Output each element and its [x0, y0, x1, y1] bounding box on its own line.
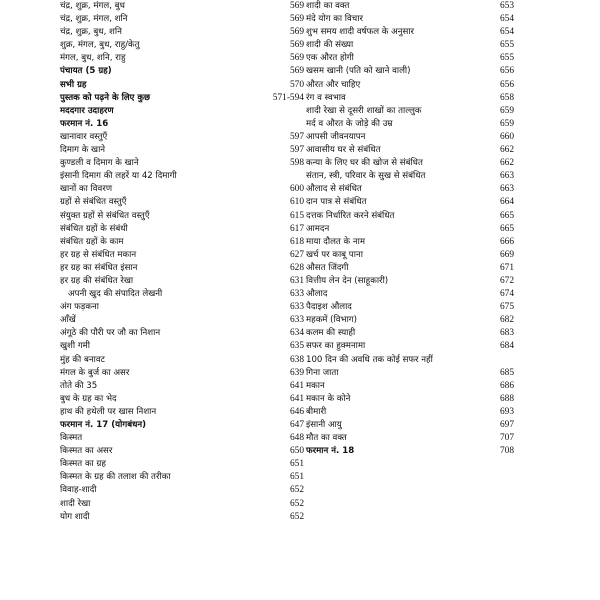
index-entry	[60, 183, 304, 196]
index-entry	[60, 367, 304, 380]
entry-title: आपसी जीवनयापन	[306, 131, 366, 142]
entry-title: आँखें	[60, 315, 76, 326]
entry-title: बुध के ग्रह का भेद	[60, 393, 117, 404]
index-entry	[60, 484, 304, 497]
entry-title: कलम की स्याही	[306, 328, 356, 339]
index-entry	[306, 249, 514, 262]
entry-title: दान पात्र से संबंधित	[306, 197, 367, 208]
entry-page-number: 655	[499, 53, 514, 64]
index-entry	[60, 210, 304, 223]
index-entry	[60, 471, 304, 484]
entry-title: मंगल के बुर्ज का असर	[60, 367, 130, 378]
entry-page-number: 600	[289, 184, 304, 195]
entry-page-number: 656	[499, 66, 514, 77]
entry-page-number: 658	[499, 92, 514, 103]
entry-title: किस्मत का ग्रह	[60, 459, 106, 470]
entry-page-number: 662	[499, 158, 514, 169]
entry-page-number: 656	[499, 79, 514, 90]
entry-title: मौत का वक्त	[306, 433, 347, 444]
index-column-right	[306, 0, 514, 458]
entry-page-number: 633	[289, 302, 304, 313]
entry-page-number: 697	[499, 420, 514, 430]
entry-title: फरमान नं. 18	[306, 446, 355, 457]
index-entry	[306, 105, 514, 118]
index-entry	[306, 419, 514, 432]
entry-page-number: 633	[289, 289, 304, 300]
entry-page-number: 618	[289, 236, 304, 247]
entry-title: अंगूठे की पौरी पर जौ का निशान	[60, 328, 161, 339]
entry-page-number: 664	[499, 197, 514, 208]
entry-page-number: 707	[499, 433, 514, 444]
entry-title: अपनी खुद की संपादित लेखनी	[68, 289, 163, 300]
index-entry	[60, 170, 304, 183]
index-entry	[60, 380, 304, 393]
index-entry	[60, 79, 304, 92]
entry-page-number: 652	[289, 485, 304, 496]
entry-page-number: 683	[499, 328, 514, 339]
entry-page-number: 672	[499, 275, 514, 286]
index-entry	[306, 0, 514, 13]
entry-page-number: 652	[289, 498, 304, 509]
index-entry	[306, 157, 514, 170]
entry-title: इंसानी आयु	[306, 420, 342, 430]
entry-page-number: 663	[499, 184, 514, 195]
entry-page-number: 638	[289, 354, 304, 365]
index-entry	[60, 288, 304, 301]
entry-page-number: 610	[289, 197, 304, 208]
entry-title: शादी की संख्या	[306, 40, 354, 51]
entry-page-number: 571-594	[272, 92, 304, 103]
entry-page-number: 675	[499, 302, 514, 313]
entry-title: शादी रेखा	[60, 498, 91, 509]
entry-page-number: 665	[499, 223, 514, 234]
entry-page-number: 634	[289, 328, 304, 339]
index-entry	[60, 498, 304, 511]
entry-page-number: 647	[289, 420, 304, 430]
index-entry	[60, 118, 304, 131]
entry-title: महकमें (विभाग)	[306, 315, 357, 326]
entry-title: औलाद से संबंधित	[306, 184, 362, 195]
index-entry	[60, 432, 304, 445]
entry-page-number: 627	[289, 249, 304, 260]
entry-page-number: 655	[499, 40, 514, 51]
entry-title: चंद्र, शुक्र, मंगल, शनि	[60, 14, 128, 25]
entry-title: फरमान नं. 17 (योगबंधन)	[60, 420, 147, 430]
entry-title: किस्मत	[60, 433, 83, 444]
index-entry	[306, 65, 514, 78]
entry-title: तोते की 35	[60, 380, 98, 391]
entry-title: खर्च पर काबू पाना	[306, 249, 363, 260]
entry-title: शादी रेखा से दूसरी शाखों का ताल्लुक	[306, 105, 422, 116]
entry-title: रंग व स्वभाव	[306, 92, 346, 103]
entry-title: सफर का हुक्मनामा	[306, 341, 366, 352]
entry-title: 100 दिन की अवधि तक कोई सफर नहीं	[306, 354, 433, 365]
index-entry	[306, 52, 514, 65]
entry-title: औलाद	[306, 289, 328, 300]
entry-page-number: 708	[499, 446, 514, 457]
entry-title: आवासीय घर से संबंधित	[306, 145, 381, 156]
index-entry	[60, 262, 304, 275]
index-entry	[306, 406, 514, 419]
index-entry	[306, 301, 514, 314]
entry-title: विवाह-शादी	[60, 485, 97, 496]
entry-title: वित्तीय लेन देन (साहूकारी)	[306, 275, 389, 286]
entry-title: मर्द व औरत के जोड़े की उम्र	[306, 118, 393, 129]
entry-title: संतान, स्त्री, परिवार के सुख से संबंधित	[306, 171, 426, 182]
entry-title: मकान	[306, 380, 325, 391]
entry-title: माया दौलत के नाम	[306, 236, 366, 247]
index-entry	[60, 236, 304, 249]
index-column-left	[60, 0, 304, 524]
entry-title: खसम खानी (पति को खाने वाली)	[306, 66, 411, 77]
index-entry	[306, 210, 514, 223]
index-entry	[60, 144, 304, 157]
entry-title: औरत और चाहिए	[306, 79, 361, 90]
entry-page-number: 633	[289, 315, 304, 326]
index-entry	[60, 314, 304, 327]
index-entry	[306, 131, 514, 144]
entry-title: चंद्र, शुक्र, मंगल, बुध	[60, 1, 125, 11]
entry-title: पंचायत (5 ग्रह)	[60, 66, 112, 77]
entry-page-number: 569	[289, 14, 304, 25]
entry-page-number: 674	[499, 289, 514, 300]
index-entry	[60, 511, 304, 524]
entry-title: मुंह की बनावट	[60, 354, 106, 365]
entry-page-number: 653	[499, 1, 514, 11]
entry-page-number: 635	[289, 341, 304, 352]
entry-title: संबंधित ग्रहों के संबंधी	[60, 223, 128, 234]
entry-page-number: 631	[289, 275, 304, 286]
entry-title: खानावार वस्तुएँ	[60, 131, 108, 142]
entry-page-number: 650	[289, 446, 304, 457]
index-entry	[60, 52, 304, 65]
entry-page-number: 684	[499, 341, 514, 352]
index-entry	[60, 223, 304, 236]
index-entry	[60, 275, 304, 288]
entry-page-number: 652	[289, 511, 304, 522]
index-entry	[306, 13, 514, 26]
entry-title: सभी ग्रह	[60, 79, 87, 90]
index-entry	[60, 92, 304, 105]
entry-page-number: 693	[499, 406, 514, 417]
entry-title: फरमान नं. 16	[60, 118, 109, 129]
entry-title: चंद्र, शुक्र, बुध, शनि	[60, 27, 122, 38]
entry-title: खुशी गमी	[60, 341, 91, 352]
entry-page-number: 617	[289, 223, 304, 234]
entry-title: बीमारी	[306, 406, 327, 417]
index-entry	[306, 183, 514, 196]
entry-title: अंग फड़कना	[60, 302, 99, 313]
entry-title: मददगार उदाहरण	[60, 105, 114, 116]
index-entry	[60, 39, 304, 52]
entry-page-number: 669	[499, 249, 514, 260]
entry-title: पुस्तक को पढ़ने के लिए कुछ	[60, 92, 151, 103]
index-entry	[306, 275, 514, 288]
entry-page-number: 685	[499, 367, 514, 378]
entry-page-number: 598	[289, 158, 304, 169]
entry-page-number: 663	[499, 171, 514, 182]
index-entry	[60, 458, 304, 471]
entry-page-number: 659	[499, 118, 514, 129]
index-entry	[60, 26, 304, 39]
index-entry	[60, 301, 304, 314]
index-entry	[306, 118, 514, 131]
entry-title: किस्मत का असर	[60, 446, 113, 457]
index-entry	[306, 236, 514, 249]
index-entry	[306, 327, 514, 340]
index-entry	[306, 92, 514, 105]
entry-title: मकान के कोने	[306, 393, 351, 404]
entry-page-number: 665	[499, 210, 514, 221]
entry-page-number: 569	[289, 53, 304, 64]
entry-page-number: 659	[499, 105, 514, 116]
entry-title: कुण्डली व दिमाग के खाने	[60, 158, 139, 169]
index-entry	[60, 406, 304, 419]
index-entry	[60, 105, 304, 118]
index-entry	[60, 0, 304, 13]
entry-page-number: 628	[289, 262, 304, 273]
entry-title: ग्रहों से संबंधित वस्तुएँ	[60, 197, 127, 208]
entry-title: योग शादी	[60, 511, 90, 522]
entry-title: किस्मत के ग्रह की तलाश की तरीका	[60, 472, 171, 483]
index-entry	[306, 432, 514, 445]
entry-page-number: 648	[289, 433, 304, 444]
entry-title: औसत जिंदगी	[306, 262, 349, 273]
index-entry	[306, 367, 514, 380]
entry-page-number: 597	[289, 131, 304, 142]
entry-page-number: 660	[499, 131, 514, 142]
entry-title: शुक्र, मंगल, बुध, राहु/केतु	[60, 40, 140, 51]
entry-title: दत्तक निर्धारित करने संबंधित	[306, 210, 395, 221]
entry-page-number: 688	[499, 393, 514, 404]
entry-page-number: 615	[289, 210, 304, 221]
index-entry	[60, 340, 304, 353]
index-entry	[306, 262, 514, 275]
index-entry	[60, 131, 304, 144]
entry-page-number: 570	[289, 79, 304, 90]
entry-title: संबंधित ग्रहों के काम	[60, 236, 124, 247]
entry-title: आमदन	[306, 223, 330, 234]
entry-page-number: 671	[499, 262, 514, 273]
index-entry	[60, 419, 304, 432]
index-entry	[60, 327, 304, 340]
entry-page-number: 569	[289, 1, 304, 11]
entry-page-number: 597	[289, 145, 304, 156]
entry-title: शादी का वक्त	[306, 1, 350, 11]
entry-page-number: 641	[289, 393, 304, 404]
index-entry	[306, 39, 514, 52]
entry-title: मंदे योग का विचार	[306, 14, 363, 25]
index-entry	[306, 288, 514, 301]
index-entry	[306, 196, 514, 209]
index-entry	[306, 354, 514, 367]
index-entry	[60, 249, 304, 262]
entry-page-number: 682	[499, 315, 514, 326]
entry-title: खानों का विवरण	[60, 184, 113, 195]
index-entry	[60, 196, 304, 209]
entry-title: गिना जाता	[306, 367, 339, 378]
entry-page-number: 662	[499, 145, 514, 156]
index-entry	[306, 445, 514, 458]
entry-page-number: 666	[499, 236, 514, 247]
entry-title: हाथ की हथेली पर खास निशान	[60, 406, 157, 417]
entry-page-number: 569	[289, 66, 304, 77]
entry-page-number: 569	[289, 40, 304, 51]
index-entry	[306, 144, 514, 157]
index-entry	[306, 223, 514, 236]
index-entry	[306, 380, 514, 393]
entry-title: दिमाग के खाने	[60, 145, 106, 156]
entry-page-number: 641	[289, 380, 304, 391]
entry-page-number: 654	[499, 27, 514, 38]
entry-page-number: 686	[499, 380, 514, 391]
index-entry	[306, 314, 514, 327]
entry-title: मंगल, बुध, शनि, राहु	[60, 53, 126, 64]
index-entry	[60, 354, 304, 367]
entry-page-number: 569	[289, 27, 304, 38]
entry-title: हर ग्रह से संबंधित मकान	[60, 249, 137, 260]
entry-page-number: 651	[289, 459, 304, 470]
entry-page-number: 654	[499, 14, 514, 25]
entry-title: हर ग्रह की संबंधित रेखा	[60, 275, 134, 286]
index-entry	[60, 65, 304, 78]
index-entry	[60, 393, 304, 406]
index-entry	[306, 170, 514, 183]
entry-title: हर ग्रह का संबंधित इंसान	[60, 262, 138, 273]
index-entry	[60, 445, 304, 458]
entry-title: एक औरत होगी	[306, 53, 354, 64]
entry-page-number: 646	[289, 406, 304, 417]
entry-title: पैदाइश औलाद	[306, 302, 352, 313]
entry-page-number: 651	[289, 472, 304, 483]
entry-title: कन्या के लिए घर की खोज से संबंधित	[306, 158, 423, 169]
index-entry	[306, 340, 514, 353]
entry-title: संयुक्त ग्रहों से संबंधित वस्तुएँ	[60, 210, 150, 221]
entry-title: इंसानी दिमाग की लहरें या 42 दिमागी	[60, 171, 177, 182]
entry-title: शुभ समय शादी वर्षफल के अनुसार	[306, 27, 415, 38]
index-entry	[306, 79, 514, 92]
index-entry	[60, 13, 304, 26]
index-entry	[306, 26, 514, 39]
index-entry	[60, 157, 304, 170]
entry-page-number: 639	[289, 367, 304, 378]
index-entry	[306, 393, 514, 406]
